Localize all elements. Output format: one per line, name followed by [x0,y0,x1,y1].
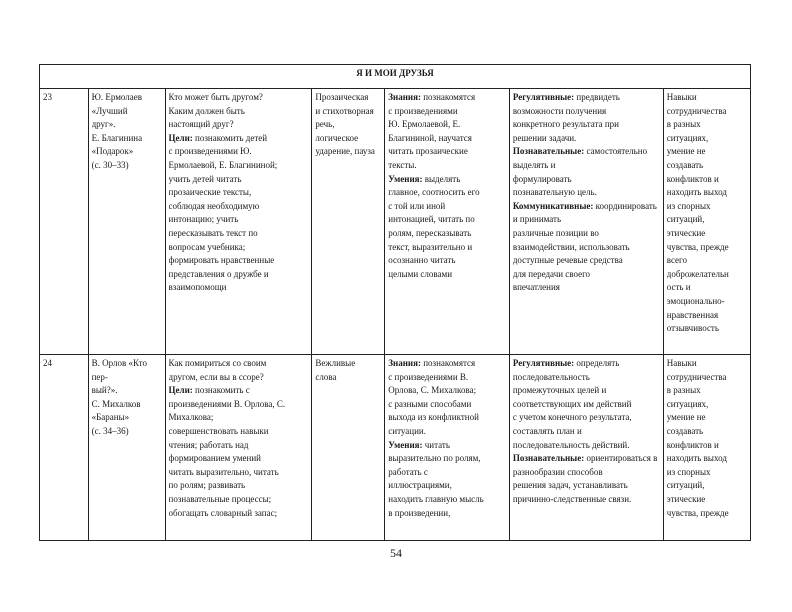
goal-line-text: читать выразительно, читать [168,466,279,477]
goal-line-text: по ролям; развивать [168,480,246,491]
personal-result-line: конфликтов и [666,173,719,184]
topic-line: настоящий друг? [168,119,234,130]
personal-result-line: доброжелательн [666,268,729,279]
meta-result-line [513,466,660,480]
topic-goals-cell [165,89,312,355]
personal-result-line: чувства, прежде [666,241,729,252]
meta-result-line-text: формулировать [512,173,572,184]
meta-result-line-label: Познавательные: [512,453,585,464]
meta-result-line [513,254,660,268]
personal-results-cell [663,355,750,541]
meta-result-line [513,186,660,200]
meta-result-line [513,439,660,453]
subject-result-line-text: с той или иной [388,200,446,211]
personal-result-line: всего [666,255,688,266]
subject-results-cell [385,89,510,355]
goal-line-text: Ермолаевой, Е. Благининой; [168,159,278,170]
meta-result-line [513,91,660,105]
subject-result-line [388,493,506,507]
subject-result-line [388,268,506,282]
personal-result-line: в разных [666,119,701,130]
goal-line [169,200,309,214]
goal-line-text: представления о дружбе и [168,268,269,279]
subject-result-line [388,479,506,493]
lesson-number [40,355,89,541]
goal-line-label: Цели: [168,385,193,396]
concept-line: ударение, пауза [315,146,375,157]
meta-result-line-text: различные позиции во [512,227,599,238]
subject-result-line-label: Умения: [388,439,423,450]
meta-result-line [513,268,660,282]
meta-result-line-text: определять [576,358,620,368]
personal-result-line: находить выход [666,453,727,464]
goal-line-text: интонацию; учить [168,214,239,225]
subject-result-line [388,132,506,146]
goal-line-text: вопросам учебника; [168,241,246,252]
meta-result-line [513,411,660,425]
concept-line: Вежливые [315,358,356,368]
subject-result-line [388,213,506,227]
work-line: вый?». [91,385,118,396]
meta-result-line-text: разнообразии способов [512,466,603,477]
personal-result-line: сотрудничества [666,371,727,382]
subject-result-line-text: тексты. [388,159,417,170]
subject-result-line-text: работать с [388,466,428,477]
subject-result-line [388,118,506,132]
reading-work-cell [88,89,165,355]
subject-result-line-text: читать [424,439,450,450]
subject-result-line [388,105,506,119]
goal-line-text: совершенствовать навыки [168,425,269,436]
meta-result-line [513,145,660,172]
subject-result-line-text: Орлова, С. Михалкова; [388,385,477,396]
personal-result-line: нравственная [666,309,719,320]
subject-result-line [388,507,506,521]
goal-line [169,439,309,453]
goal-line-text: Михалкова; [168,412,214,423]
lesson-number [40,89,89,355]
subject-result-line-text: текст, выразительно и [388,241,473,252]
goal-line [169,227,309,241]
meta-result-line-text: решении задачи. [512,132,577,143]
meta-result-line [513,452,660,466]
subject-result-line-text: ролям, пересказывать [388,227,472,238]
concepts-cell [312,355,385,541]
goal-line [169,132,309,146]
work-line: Е. Благинина [91,132,143,143]
section-title: Я И МОИ ДРУЗЬЯ [40,65,751,89]
meta-result-line-text: конкретного результата при [512,119,619,130]
goal-line [169,213,309,227]
meta-result-line-text: решения задач, устанавливать [512,480,628,491]
goal-line-text: пересказывать текст по [168,227,258,238]
concepts-cell [312,89,385,355]
subject-result-line-text: Ю. Ермолаевой, Е. [388,119,461,130]
subject-result-line-text: выхода из конфликтной [388,412,479,423]
meta-results-cell [509,89,663,355]
subject-result-line-text: ситуации. [388,425,426,436]
goal-line [169,186,309,200]
meta-result-line [513,281,660,295]
personal-result-line: умение не [666,146,706,157]
lesson-plan-table [39,64,751,541]
subject-result-line [388,411,506,425]
personal-result-line: ситуаций, [666,480,705,491]
work-line: «Подарок» [91,146,134,157]
personal-result-line: отзывчивость [666,323,719,334]
subject-result-line [388,466,506,480]
meta-result-line [513,132,660,146]
personal-result-line: создавать [666,425,704,436]
goal-line [169,159,309,173]
goal-line [169,425,309,439]
work-line: Ю. Ермолаев [91,92,143,102]
table-row [40,89,751,355]
subject-result-line-label: Умения: [388,173,423,184]
meta-result-line-text: доступные речевые средства [512,255,623,266]
work-line: «Бараны» [91,412,130,423]
meta-result-line-label: Регулятивные: [512,92,575,102]
reading-work-cell [88,355,165,541]
subject-result-line [388,241,506,255]
section-header-row [40,65,751,89]
meta-result-line [513,493,660,507]
meta-result-line-text: координировать и принимать [512,200,657,225]
subject-result-line [388,200,506,214]
subject-result-line [388,145,506,159]
page-number: 54 [390,546,402,560]
subject-result-line [388,159,506,173]
personal-result-line: умение не [666,412,706,423]
subject-result-line [388,384,506,398]
personal-result-line: ситуаций, [666,214,705,225]
goal-line-text: чтения; работать над [168,439,249,450]
personal-result-line: из спорных [666,466,711,477]
goal-line-text: обогащать словарный запас; [168,507,278,518]
meta-result-line [513,241,660,255]
personal-result-line: ость и [666,282,691,293]
topic-goals-cell [165,355,312,541]
subject-result-line-text: иллюстрациями, [388,480,452,491]
personal-result-line: эмоционально- [666,295,725,306]
goal-line-text: соблюдая необходимую [168,200,260,211]
goal-line-text: формировать нравственные [168,255,275,266]
meta-result-line-text: впечатления [512,282,560,293]
goal-line [169,452,309,466]
meta-result-line-text: последовательность действий. [512,439,630,450]
table-row [40,355,751,541]
personal-result-line: этические [666,227,706,238]
goal-line-label: Цели: [168,132,193,143]
meta-result-line [513,425,660,439]
subject-result-line-text: познакомятся [423,92,476,102]
meta-result-line-label: Коммуникативные: [512,200,594,211]
goal-line-text: с произведениями Ю. [168,146,252,157]
meta-result-line [513,200,660,227]
personal-result-line: конфликтов и [666,439,719,450]
personal-result-line: Навыки [666,358,697,368]
work-line: пер- [91,371,108,382]
goal-line [169,493,309,507]
subject-result-line [388,227,506,241]
concept-line: слова [315,371,337,382]
goal-line [169,411,309,425]
subject-result-line-text: главное, соотносить его [388,187,480,198]
goal-line-text: учить детей читать [168,173,242,184]
personal-result-line: сотрудничества [666,105,727,116]
topic-line: другом, если вы в ссоре? [168,371,264,382]
personal-result-line: ситуациях, [666,132,709,143]
meta-result-line [513,479,660,493]
meta-result-line-text: с учетом конечного результата, [512,412,632,423]
goal-line [169,145,309,159]
goal-line-text: познавательные процессы; [168,493,272,504]
goal-line [169,507,309,521]
personal-result-line: создавать [666,159,704,170]
goal-line [169,384,309,398]
subject-result-line [388,357,506,371]
personal-result-line: Навыки [666,92,697,102]
meta-result-line [513,398,660,412]
work-line: «Лучший [91,105,128,116]
goal-line [169,479,309,493]
meta-result-line [513,118,660,132]
goal-line-text: взаимопомощи [168,282,227,293]
meta-result-line [513,173,660,187]
subject-result-line-text: Благининой, научатся [388,132,472,143]
personal-result-line: этические [666,493,706,504]
subject-result-line-label: Знания: [388,358,421,368]
concept-line: Прозаическая [315,92,369,102]
meta-result-line [513,227,660,241]
meta-result-line-text: причинно-следственные связи. [512,493,632,504]
subject-result-line [388,439,506,453]
meta-result-line [513,357,660,371]
topic-line: Каким должен быть [168,105,245,116]
meta-result-line-text: познавательную цель. [512,187,597,198]
personal-results-cell [663,89,750,355]
subject-result-line-text: целыми словами [388,268,453,279]
goal-line [169,398,309,412]
subject-result-line-text: выразительно по ролям, [388,453,481,464]
meta-result-line-text: составлять план и [512,425,582,436]
meta-result-line-text: взаимодействии, использовать [512,241,630,252]
subject-result-line [388,452,506,466]
meta-result-line-text: для передачи своего [512,268,591,279]
lesson-number-text: 23 [43,92,52,102]
meta-result-line-text: ориентироваться в [586,453,658,464]
subject-result-line-text: читать прозаические [388,146,468,157]
goal-line [169,173,309,187]
goal-line-text: познакомить с [195,385,250,396]
subject-result-line [388,254,506,268]
subject-result-line-label: Знания: [388,92,421,102]
personal-result-line: ситуациях, [666,398,709,409]
goal-line [169,268,309,282]
work-line: (с. 30–33) [91,159,129,170]
meta-result-line-text: последовательность [512,371,590,382]
personal-result-line: находить выход [666,187,727,198]
work-line: С. Михалков [91,398,141,409]
topic-line: Кто может быть другом? [168,92,263,102]
goal-line-text: прозаические тексты, [168,187,252,198]
subject-result-line-text: с разными способами [388,398,472,409]
meta-result-line-label: Познавательные: [512,146,585,157]
concept-line: речь, [315,119,335,130]
subject-result-line-text: познакомятся [423,358,476,368]
meta-result-line-text: соответствующих им действий [512,398,632,409]
meta-result-line [513,105,660,119]
subject-result-line-text: в произведении, [388,507,451,518]
goal-line-text: познакомить детей [195,132,268,143]
subject-result-line [388,371,506,385]
work-line: В. Орлов «Кто [91,358,147,368]
subject-result-line [388,398,506,412]
goal-line-text: формированием умений [168,453,261,464]
goal-line-text: произведениями В. Орлова, С. [168,398,286,409]
subject-result-line [388,186,506,200]
concept-line: логическое [315,132,359,143]
personal-result-line: в разных [666,385,701,396]
meta-result-line-label: Регулятивные: [512,358,575,368]
meta-results-cell [509,355,663,541]
subject-result-line [388,173,506,187]
meta-result-line [513,371,660,385]
subject-result-line-text: находить главную мысль [388,493,484,504]
concept-line: и стихотворная [315,105,374,116]
subject-result-line-text: выделять [424,173,461,184]
lesson-number-text: 24 [43,358,52,368]
topic-line: Как помириться со своим [168,358,267,368]
subject-result-line-text: интонацией, читать по [388,214,475,225]
personal-result-line: чувства, прежде [666,507,729,518]
meta-result-line [513,384,660,398]
meta-result-line-text: возможности получения [512,105,607,116]
subject-results-cell [385,355,510,541]
meta-result-line-text: самостоятельно выделять и [512,146,648,170]
work-line: друг». [91,119,116,130]
subject-result-line-text: осознанно читать [388,255,456,266]
goal-line [169,254,309,268]
work-line: (с. 34–36) [91,425,129,436]
meta-result-line-text: промежуточных целей и [512,385,607,396]
subject-result-line [388,425,506,439]
subject-result-line [388,91,506,105]
personal-result-line: из спорных [666,200,711,211]
subject-result-line-text: с произведениями В. [388,371,469,382]
meta-result-line-text: предвидеть [576,92,620,102]
goal-line [169,241,309,255]
goal-line [169,281,309,295]
goal-line [169,466,309,480]
subject-result-line-text: с произведениями [388,105,458,116]
